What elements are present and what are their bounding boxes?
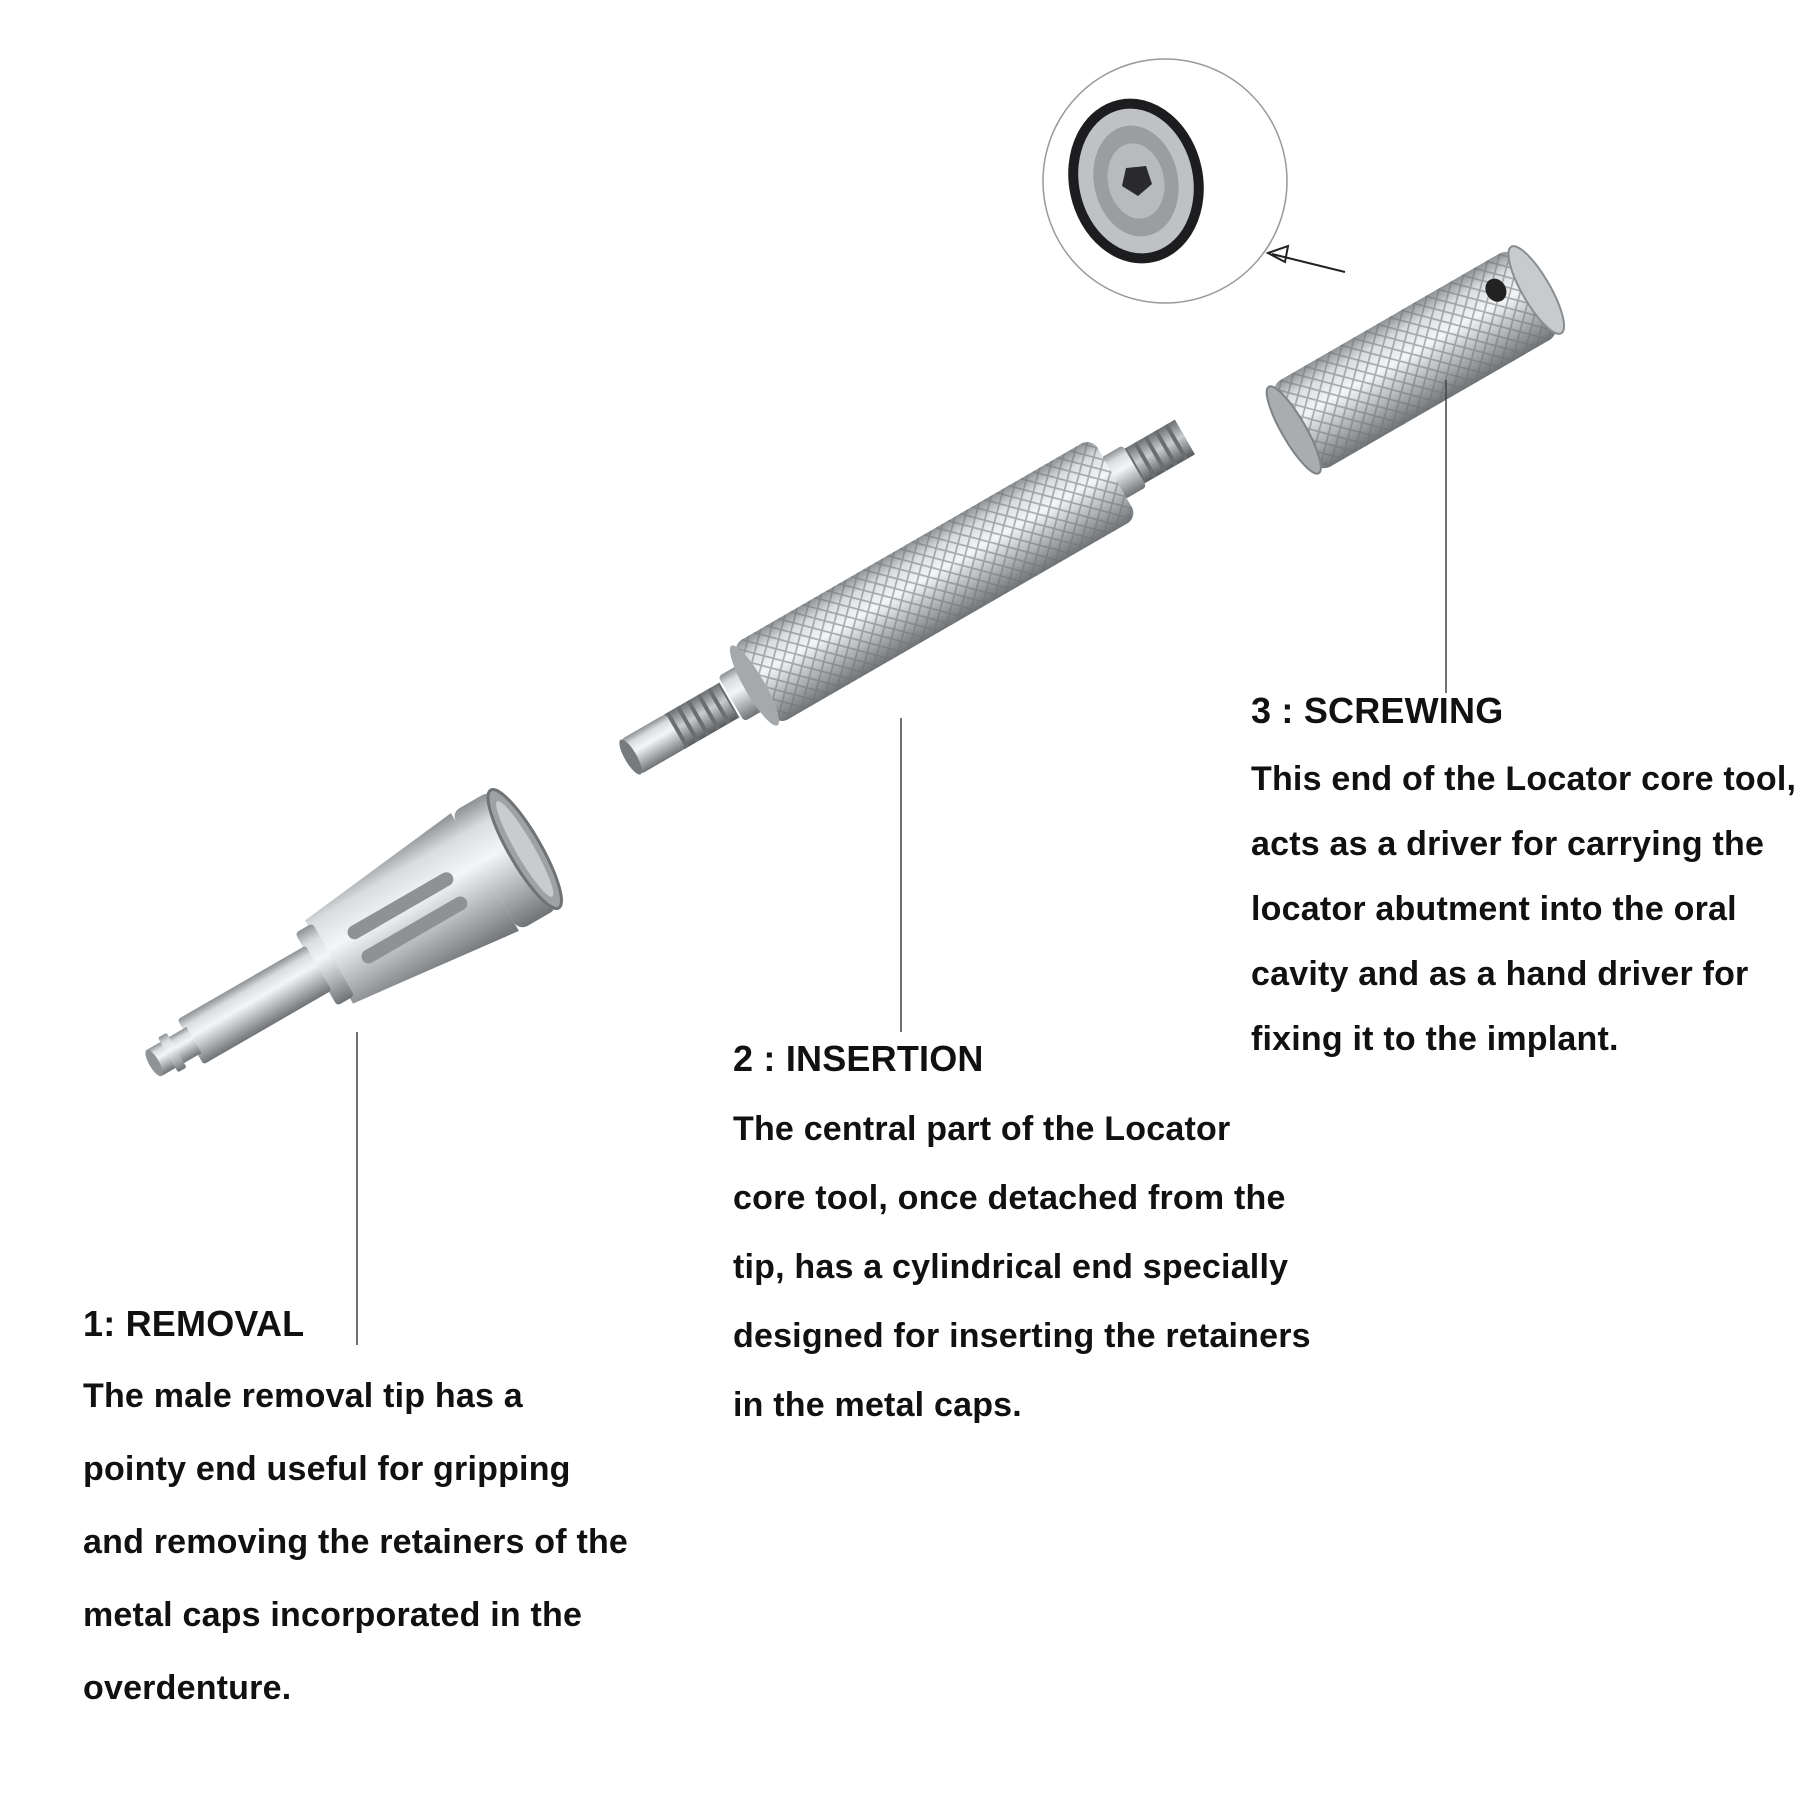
screwing-title: 3 : SCREWING (1251, 690, 1504, 731)
insertion-text-line: designed for inserting the retainers (733, 1317, 1311, 1355)
removal-text-line: overdenture. (83, 1669, 292, 1707)
removal-tip-part (116, 782, 573, 1124)
detail-inset (1038, 54, 1289, 303)
screwing-text-line: fixing it to the implant. (1251, 1020, 1619, 1058)
insertion-text-line: The central part of the Locator (733, 1110, 1231, 1148)
removal-text-line: pointy end useful for gripping (83, 1450, 571, 1488)
insertion-text-line: core tool, once detached from the (733, 1179, 1286, 1217)
arrow-icon (1268, 246, 1345, 272)
removal-label (83, 1288, 628, 1725)
insertion-central-part (602, 397, 1207, 800)
insertion-text-line: in the metal caps. (733, 1386, 1022, 1424)
insertion-label (733, 1023, 1311, 1440)
screwing-text-line: acts as a driver for carrying the (1251, 825, 1765, 863)
insertion-title: 2 : INSERTION (733, 1038, 984, 1079)
screwing-end-part (1258, 240, 1573, 480)
removal-text-line: The male removal tip has a (83, 1377, 523, 1415)
screwing-text-line: cavity and as a hand driver for (1251, 955, 1749, 993)
removal-text-line: metal caps incorporated in the (83, 1596, 583, 1634)
screwing-text-line: This end of the Locator core tool, (1251, 760, 1797, 798)
screwing-text-line: locator abutment into the oral (1251, 890, 1737, 928)
removal-text-line: and removing the retainers of the (83, 1523, 629, 1561)
removal-title: 1: REMOVAL (83, 1303, 305, 1344)
insertion-text-line: tip, has a cylindrical end specially (733, 1248, 1289, 1286)
screwing-label (1251, 675, 1796, 1072)
